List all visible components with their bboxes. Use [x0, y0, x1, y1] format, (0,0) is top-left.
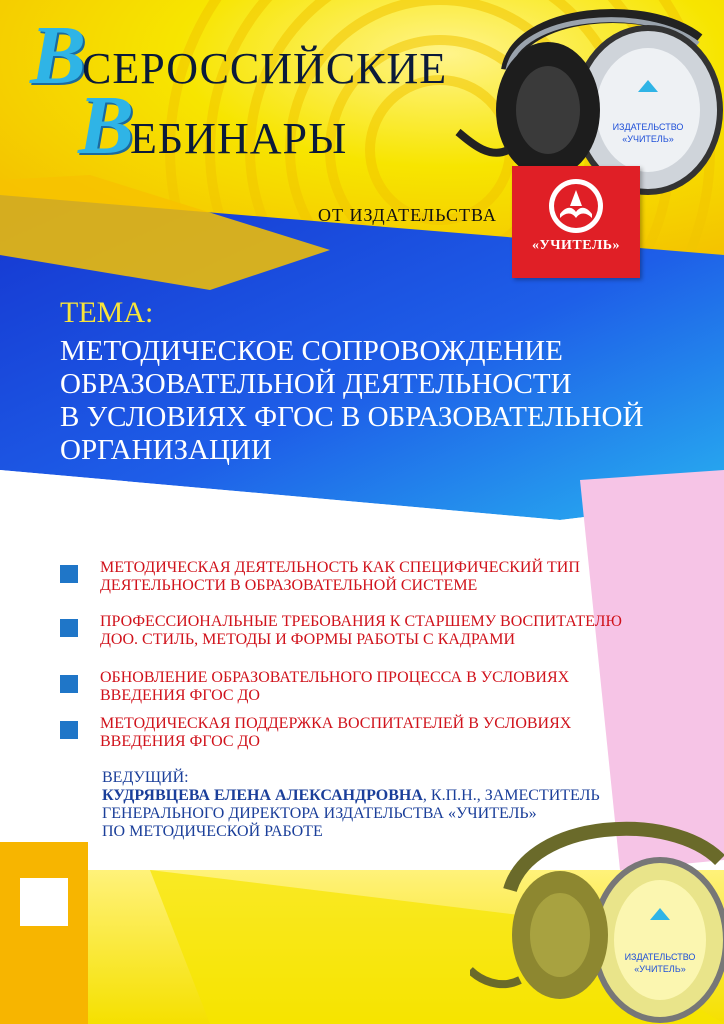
- left-orange-bar: [0, 842, 88, 1024]
- theme-line: ОРГАНИЗАЦИИ: [60, 434, 272, 466]
- presenter-name: КУДРЯВЦЕВА ЕЛЕНА АЛЕКСАНДРОВНА: [102, 787, 423, 804]
- theme-line: ОБРАЗОВАТЕЛЬНОЙ ДЕЯТЕЛЬНОСТИ: [60, 368, 572, 400]
- bullet-square-icon: [60, 619, 78, 637]
- svg-text:ИЗДАТЕЛЬСТВО: ИЗДАТЕЛЬСТВО: [612, 122, 684, 132]
- theme-title: [60, 335, 710, 467]
- svg-text:«УЧИТЕЛЬ»: «УЧИТЕЛЬ»: [634, 964, 686, 974]
- list-item-line: ВВЕДЕНИЯ ФГОС ДО: [100, 687, 260, 704]
- decorative-square: [20, 878, 68, 926]
- title-rest-1: СЕРОССИЙСКИЕ: [82, 44, 448, 93]
- list-item-line: ДОО. СТИЛЬ, МЕТОДЫ И ФОРМЫ РАБОТЫ С КАДРАМИ: [100, 631, 516, 648]
- title-line-2: [78, 79, 348, 172]
- list-item-line: МЕТОДИЧЕСКАЯ ДЕЯТЕЛЬНОСТЬ КАК СПЕЦИФИЧЕСКИЙ ТИП: [100, 559, 580, 576]
- bullet-square-icon: [60, 721, 78, 739]
- bullet-square-icon: [60, 675, 78, 693]
- title-rest-2: ЕБИНАРЫ: [130, 114, 348, 163]
- list-item-line: ПРОФЕССИОНАЛЬНЫЕ ТРЕБОВАНИЯ К СТАРШЕМУ ВОСПИТАТЕЛЮ: [100, 613, 622, 630]
- presenter-info: [102, 769, 662, 841]
- title-initial-2: В: [78, 79, 135, 172]
- list-item-line: МЕТОДИЧЕСКАЯ ПОДДЕРЖКА ВОСПИТАТЕЛЕЙ В УСЛОВИЯХ: [100, 715, 572, 732]
- presenter-position-cont: ПО МЕТОДИЧЕСКОЙ РАБОТЕ: [102, 823, 323, 840]
- theme-line: В УСЛОВИЯХ ФГОС В ОБРАЗОВАТЕЛЬНОЙ: [60, 401, 644, 433]
- headset-bottom-icon: [470, 810, 724, 1024]
- svg-text:«УЧИТЕЛЬ»: «УЧИТЕЛЬ»: [622, 134, 674, 144]
- title-initial-1: В: [30, 9, 87, 102]
- presenter-label: ВЕДУЩИЙ:: [102, 769, 189, 786]
- theme-label: ТЕМА:: [60, 296, 154, 329]
- theme-line: МЕТОДИЧЕСКОЕ СОПРОВОЖДЕНИЕ: [60, 335, 563, 367]
- publisher-logo: [512, 166, 640, 278]
- list-item-line: ДЕЯТЕЛЬНОСТИ В ОБРАЗОВАТЕЛЬНОЙ СИСТЕМЕ: [100, 577, 478, 594]
- list-item-line: ВВЕДЕНИЯ ФГОС ДО: [100, 733, 260, 750]
- presenter-position: ГЕНЕРАЛЬНОГО ДИРЕКТОРА ИЗДАТЕЛЬСТВА «УЧИТЕЛЬ»: [102, 805, 537, 822]
- bullet-square-icon: [60, 565, 78, 583]
- from-publisher-text: ОТ ИЗДАТЕЛЬСТВА: [318, 205, 497, 225]
- presenter-degree: , К.П.Н., ЗАМЕСТИТЕЛЬ: [422, 787, 600, 804]
- logo-caption: «УЧИТЕЛЬ»: [531, 238, 621, 253]
- book-emblem-icon: [546, 176, 606, 236]
- list-item-line: ОБНОВЛЕНИЕ ОБРАЗОВАТЕЛЬНОГО ПРОЦЕССА В УСЛОВИЯХ: [100, 669, 570, 686]
- svg-text:ИЗДАТЕЛЬСТВО: ИЗДАТЕЛЬСТВО: [624, 952, 696, 962]
